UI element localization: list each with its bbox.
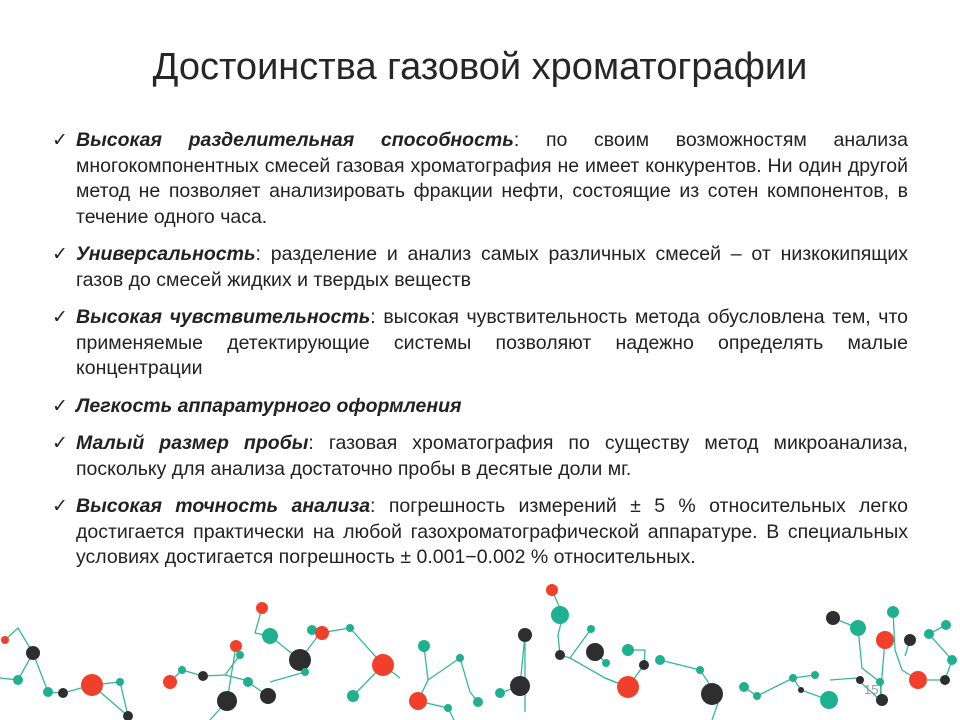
item-term: Малый размер пробы [76, 432, 309, 454]
check-icon: ✓ [52, 496, 68, 517]
item-term: Универсальность [76, 243, 256, 265]
list-item [52, 394, 908, 420]
check-icon: ✓ [52, 244, 68, 265]
item-text: : погрешность измерений ± 5 % относительных легко достигается практически на любой газохроматографической аппаратуре. В специальных условиях достигается погрешность ± 0.001−0.002 % относительных. [76, 495, 908, 568]
list-item [52, 305, 908, 382]
check-icon: ✓ [52, 433, 68, 454]
advantages-list [52, 128, 908, 583]
item-term: Легкость аппаратурного оформления [76, 394, 462, 417]
item-text: : по своим возможностям анализа многокомпонентных смесей газовая хроматография не имеет конкурентов. Ни один другой метод не позволяет анализировать фракции нефти, состоящие из сотен компонентов, в течение одного часа. [76, 129, 908, 228]
item-term: Высокая точность анализа [76, 495, 371, 517]
molecule-decoration [0, 570, 960, 720]
list-item [52, 494, 908, 571]
check-icon: ✓ [52, 130, 68, 151]
list-item [52, 242, 908, 293]
item-text: : высокая чувствительность метода обусловлена тем, что применяемые детектирующие системы позволяют надежно определять малые концентрации [76, 306, 908, 379]
list-item [52, 431, 908, 482]
slide-number: 15 [864, 682, 879, 697]
item-term: Высокая чувствительность [76, 306, 371, 328]
check-icon: ✓ [52, 395, 68, 417]
list-item [52, 128, 908, 230]
item-text: : газовая хроматография по существу метод микроанализа, поскольку для анализа достаточно пробы в десятые доли мг. [76, 432, 909, 480]
check-icon: ✓ [52, 307, 68, 328]
slide-title: Достоинства газовой хроматографии [152, 46, 808, 88]
item-text: : разделение и анализ самых различных смесей – от низкокипящих газов до смесей жидких и твердых веществ [76, 243, 908, 291]
item-term: Высокая разделительная способность [76, 129, 514, 151]
